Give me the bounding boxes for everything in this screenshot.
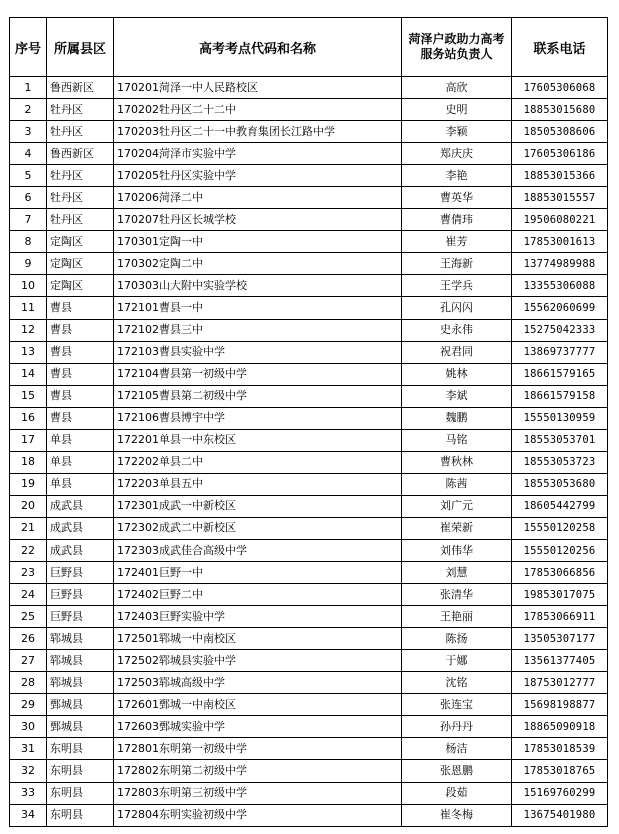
- cell-county: 郓城县: [47, 650, 114, 672]
- cell-index: 9: [10, 253, 47, 275]
- cell-person: 曹英华: [402, 187, 512, 209]
- cell-person: 张恩鹏: [402, 760, 512, 782]
- cell-index: 5: [10, 165, 47, 187]
- table-row: [10, 99, 608, 121]
- table-row: [10, 253, 608, 275]
- cell-person: 姚林: [402, 363, 512, 385]
- table-row: [10, 539, 608, 561]
- cell-person: 曹秋林: [402, 451, 512, 473]
- table-row: [10, 473, 608, 495]
- cell-person: 陈扬: [402, 628, 512, 650]
- cell-index: 24: [10, 584, 47, 606]
- table-row: [10, 165, 608, 187]
- table-row: [10, 650, 608, 672]
- cell-phone: 18553053680: [512, 473, 608, 495]
- cell-index: 29: [10, 694, 47, 716]
- cell-exam-site: 172801东明第一初级中学: [114, 738, 402, 760]
- cell-index: 25: [10, 606, 47, 628]
- cell-person: 王海新: [402, 253, 512, 275]
- cell-index: 6: [10, 187, 47, 209]
- cell-exam-site: 172203单县五中: [114, 473, 402, 495]
- cell-county: 定陶区: [47, 253, 114, 275]
- cell-county: 牡丹区: [47, 99, 114, 121]
- cell-exam-site: 172301成武一中新校区: [114, 495, 402, 517]
- cell-person: 张连宝: [402, 694, 512, 716]
- cell-person: 刘广元: [402, 495, 512, 517]
- cell-index: 15: [10, 385, 47, 407]
- table-row: [10, 672, 608, 694]
- cell-exam-site: 170201菏泽一中人民路校区: [114, 77, 402, 99]
- cell-index: 20: [10, 495, 47, 517]
- cell-person: 刘慧: [402, 562, 512, 584]
- cell-county: 东明县: [47, 804, 114, 826]
- table-header-row: [10, 18, 608, 77]
- cell-county: 单县: [47, 451, 114, 473]
- cell-exam-site: 172802东明第二初级中学: [114, 760, 402, 782]
- cell-person: 魏鹏: [402, 407, 512, 429]
- cell-person: 刘伟华: [402, 539, 512, 561]
- cell-person: 崔荣新: [402, 517, 512, 539]
- cell-county: 定陶区: [47, 275, 114, 297]
- exam-site-contact-table: [9, 17, 608, 827]
- cell-county: 单县: [47, 473, 114, 495]
- cell-person: 高欣: [402, 77, 512, 99]
- cell-exam-site: 172104曹县第一初级中学: [114, 363, 402, 385]
- cell-county: 成武县: [47, 517, 114, 539]
- cell-person: 孙丹丹: [402, 716, 512, 738]
- table-body: [10, 77, 608, 827]
- table-row: [10, 209, 608, 231]
- cell-phone: 18853015366: [512, 165, 608, 187]
- cell-exam-site: 170204菏泽市实验中学: [114, 143, 402, 165]
- cell-person: 孔闪闪: [402, 297, 512, 319]
- table-row: [10, 694, 608, 716]
- cell-person: 杨洁: [402, 738, 512, 760]
- cell-phone: 13869737777: [512, 341, 608, 363]
- cell-person: 张清华: [402, 584, 512, 606]
- cell-county: 曹县: [47, 363, 114, 385]
- cell-phone: 13561377405: [512, 650, 608, 672]
- table-row: [10, 495, 608, 517]
- table-row: [10, 429, 608, 451]
- table-row: [10, 319, 608, 341]
- cell-person: 李艳: [402, 165, 512, 187]
- cell-exam-site: 172103曹县实验中学: [114, 341, 402, 363]
- cell-index: 26: [10, 628, 47, 650]
- cell-county: 牡丹区: [47, 165, 114, 187]
- cell-phone: 18853015557: [512, 187, 608, 209]
- cell-phone: 18505308606: [512, 121, 608, 143]
- cell-phone: 18605442799: [512, 495, 608, 517]
- cell-exam-site: 172105曹县第二初级中学: [114, 385, 402, 407]
- cell-county: 巨野县: [47, 584, 114, 606]
- cell-exam-site: 170205牡丹区实验中学: [114, 165, 402, 187]
- table-row: [10, 385, 608, 407]
- cell-exam-site: 170202牡丹区二十二中: [114, 99, 402, 121]
- cell-phone: 17853018539: [512, 738, 608, 760]
- cell-index: 2: [10, 99, 47, 121]
- cell-index: 3: [10, 121, 47, 143]
- cell-exam-site: 172403巨野实验中学: [114, 606, 402, 628]
- cell-person: 祝君同: [402, 341, 512, 363]
- contact-table-sheet: [9, 17, 607, 827]
- cell-county: 巨野县: [47, 606, 114, 628]
- header-county: 所属县区: [47, 18, 114, 77]
- cell-county: 牡丹区: [47, 209, 114, 231]
- cell-phone: 18553053723: [512, 451, 608, 473]
- cell-county: 巨野县: [47, 562, 114, 584]
- cell-index: 21: [10, 517, 47, 539]
- cell-exam-site: 172501郓城一中南校区: [114, 628, 402, 650]
- cell-county: 单县: [47, 429, 114, 451]
- cell-exam-site: 172503郓城高级中学: [114, 672, 402, 694]
- cell-phone: 18865090918: [512, 716, 608, 738]
- cell-phone: 18753012777: [512, 672, 608, 694]
- table-row: [10, 407, 608, 429]
- cell-phone: 17853001613: [512, 231, 608, 253]
- cell-county: 郓城县: [47, 672, 114, 694]
- cell-index: 4: [10, 143, 47, 165]
- cell-index: 32: [10, 760, 47, 782]
- cell-county: 鄄城县: [47, 716, 114, 738]
- table-row: [10, 275, 608, 297]
- cell-phone: 15275042333: [512, 319, 608, 341]
- cell-phone: 17853018765: [512, 760, 608, 782]
- cell-county: 曹县: [47, 385, 114, 407]
- table-row: [10, 606, 608, 628]
- cell-phone: 17853066856: [512, 562, 608, 584]
- cell-index: 10: [10, 275, 47, 297]
- cell-phone: 18553053701: [512, 429, 608, 451]
- cell-index: 17: [10, 429, 47, 451]
- cell-exam-site: 172101曹县一中: [114, 297, 402, 319]
- table-row: [10, 231, 608, 253]
- cell-person: 王艳丽: [402, 606, 512, 628]
- cell-county: 曹县: [47, 319, 114, 341]
- header-exam-site: 高考考点代码和名称: [114, 18, 402, 77]
- cell-phone: 17605306186: [512, 143, 608, 165]
- cell-phone: 18661579165: [512, 363, 608, 385]
- cell-county: 成武县: [47, 495, 114, 517]
- header-phone: 联系电话: [512, 18, 608, 77]
- table-row: [10, 517, 608, 539]
- cell-phone: 13774989988: [512, 253, 608, 275]
- table-row: [10, 562, 608, 584]
- cell-index: 12: [10, 319, 47, 341]
- cell-exam-site: 172502郓城县实验中学: [114, 650, 402, 672]
- cell-exam-site: 172202单县二中: [114, 451, 402, 473]
- cell-exam-site: 172302成武二中新校区: [114, 517, 402, 539]
- cell-phone: 13355306088: [512, 275, 608, 297]
- cell-exam-site: 170203牡丹区二十一中教育集团长江路中学: [114, 121, 402, 143]
- cell-exam-site: 172603鄄城实验中学: [114, 716, 402, 738]
- cell-exam-site: 172401巨野一中: [114, 562, 402, 584]
- cell-person: 史明: [402, 99, 512, 121]
- cell-phone: 18661579158: [512, 385, 608, 407]
- table-row: [10, 716, 608, 738]
- cell-phone: 17853066911: [512, 606, 608, 628]
- cell-person: 段茹: [402, 782, 512, 804]
- cell-exam-site: 172402巨野二中: [114, 584, 402, 606]
- table-row: [10, 121, 608, 143]
- cell-index: 30: [10, 716, 47, 738]
- cell-index: 27: [10, 650, 47, 672]
- cell-index: 14: [10, 363, 47, 385]
- cell-phone: 13675401980: [512, 804, 608, 826]
- cell-index: 1: [10, 77, 47, 99]
- table-row: [10, 187, 608, 209]
- cell-county: 成武县: [47, 539, 114, 561]
- cell-county: 东明县: [47, 760, 114, 782]
- table-row: [10, 738, 608, 760]
- cell-person: 李斌: [402, 385, 512, 407]
- cell-exam-site: 170206菏泽二中: [114, 187, 402, 209]
- cell-county: 鲁西新区: [47, 77, 114, 99]
- cell-phone: 15550120256: [512, 539, 608, 561]
- cell-county: 定陶区: [47, 231, 114, 253]
- cell-person: 史永伟: [402, 319, 512, 341]
- cell-exam-site: 172106曹县博宇中学: [114, 407, 402, 429]
- cell-exam-site: 172804东明实验初级中学: [114, 804, 402, 826]
- cell-phone: 15550130959: [512, 407, 608, 429]
- cell-index: 34: [10, 804, 47, 826]
- cell-index: 7: [10, 209, 47, 231]
- cell-phone: 15562060699: [512, 297, 608, 319]
- header-responsible-person: 菏泽户政助力高考服务站负责人: [402, 18, 512, 77]
- cell-phone: 13505307177: [512, 628, 608, 650]
- cell-county: 东明县: [47, 738, 114, 760]
- cell-index: 18: [10, 451, 47, 473]
- cell-county: 鲁西新区: [47, 143, 114, 165]
- cell-exam-site: 170302定陶二中: [114, 253, 402, 275]
- cell-phone: 15169760299: [512, 782, 608, 804]
- cell-exam-site: 172803东明第三初级中学: [114, 782, 402, 804]
- cell-county: 东明县: [47, 782, 114, 804]
- table-row: [10, 804, 608, 826]
- cell-phone: 15698198877: [512, 694, 608, 716]
- cell-exam-site: 172601鄄城一中南校区: [114, 694, 402, 716]
- cell-exam-site: 170303山大附中实验学校: [114, 275, 402, 297]
- cell-phone: 18853015680: [512, 99, 608, 121]
- cell-index: 13: [10, 341, 47, 363]
- cell-index: 23: [10, 562, 47, 584]
- cell-index: 28: [10, 672, 47, 694]
- cell-person: 沈铭: [402, 672, 512, 694]
- table-row: [10, 297, 608, 319]
- table-row: [10, 584, 608, 606]
- table-row: [10, 341, 608, 363]
- header-index: 序号: [10, 18, 47, 77]
- cell-county: 曹县: [47, 407, 114, 429]
- table-row: [10, 363, 608, 385]
- cell-exam-site: 172102曹县三中: [114, 319, 402, 341]
- cell-person: 李颖: [402, 121, 512, 143]
- table-row: [10, 451, 608, 473]
- cell-exam-site: 170207牡丹区长城学校: [114, 209, 402, 231]
- cell-county: 鄄城县: [47, 694, 114, 716]
- cell-index: 22: [10, 539, 47, 561]
- cell-person: 陈茜: [402, 473, 512, 495]
- table-row: [10, 628, 608, 650]
- cell-person: 崔芳: [402, 231, 512, 253]
- table-row: [10, 77, 608, 99]
- table-row: [10, 143, 608, 165]
- cell-person: 王学兵: [402, 275, 512, 297]
- cell-phone: 15550120258: [512, 517, 608, 539]
- cell-phone: 17605306068: [512, 77, 608, 99]
- cell-person: 曹倩玮: [402, 209, 512, 231]
- cell-person: 郑庆庆: [402, 143, 512, 165]
- cell-county: 曹县: [47, 297, 114, 319]
- cell-person: 马铭: [402, 429, 512, 451]
- cell-index: 31: [10, 738, 47, 760]
- cell-index: 16: [10, 407, 47, 429]
- cell-index: 8: [10, 231, 47, 253]
- table-row: [10, 760, 608, 782]
- cell-county: 郓城县: [47, 628, 114, 650]
- cell-phone: 19506080221: [512, 209, 608, 231]
- cell-index: 11: [10, 297, 47, 319]
- cell-exam-site: 172303成武佳合高级中学: [114, 539, 402, 561]
- cell-county: 牡丹区: [47, 187, 114, 209]
- cell-index: 33: [10, 782, 47, 804]
- cell-county: 牡丹区: [47, 121, 114, 143]
- cell-index: 19: [10, 473, 47, 495]
- cell-exam-site: 170301定陶一中: [114, 231, 402, 253]
- table-row: [10, 782, 608, 804]
- cell-phone: 19853017075: [512, 584, 608, 606]
- cell-exam-site: 172201单县一中东校区: [114, 429, 402, 451]
- cell-county: 曹县: [47, 341, 114, 363]
- cell-person: 于娜: [402, 650, 512, 672]
- cell-person: 崔冬梅: [402, 804, 512, 826]
